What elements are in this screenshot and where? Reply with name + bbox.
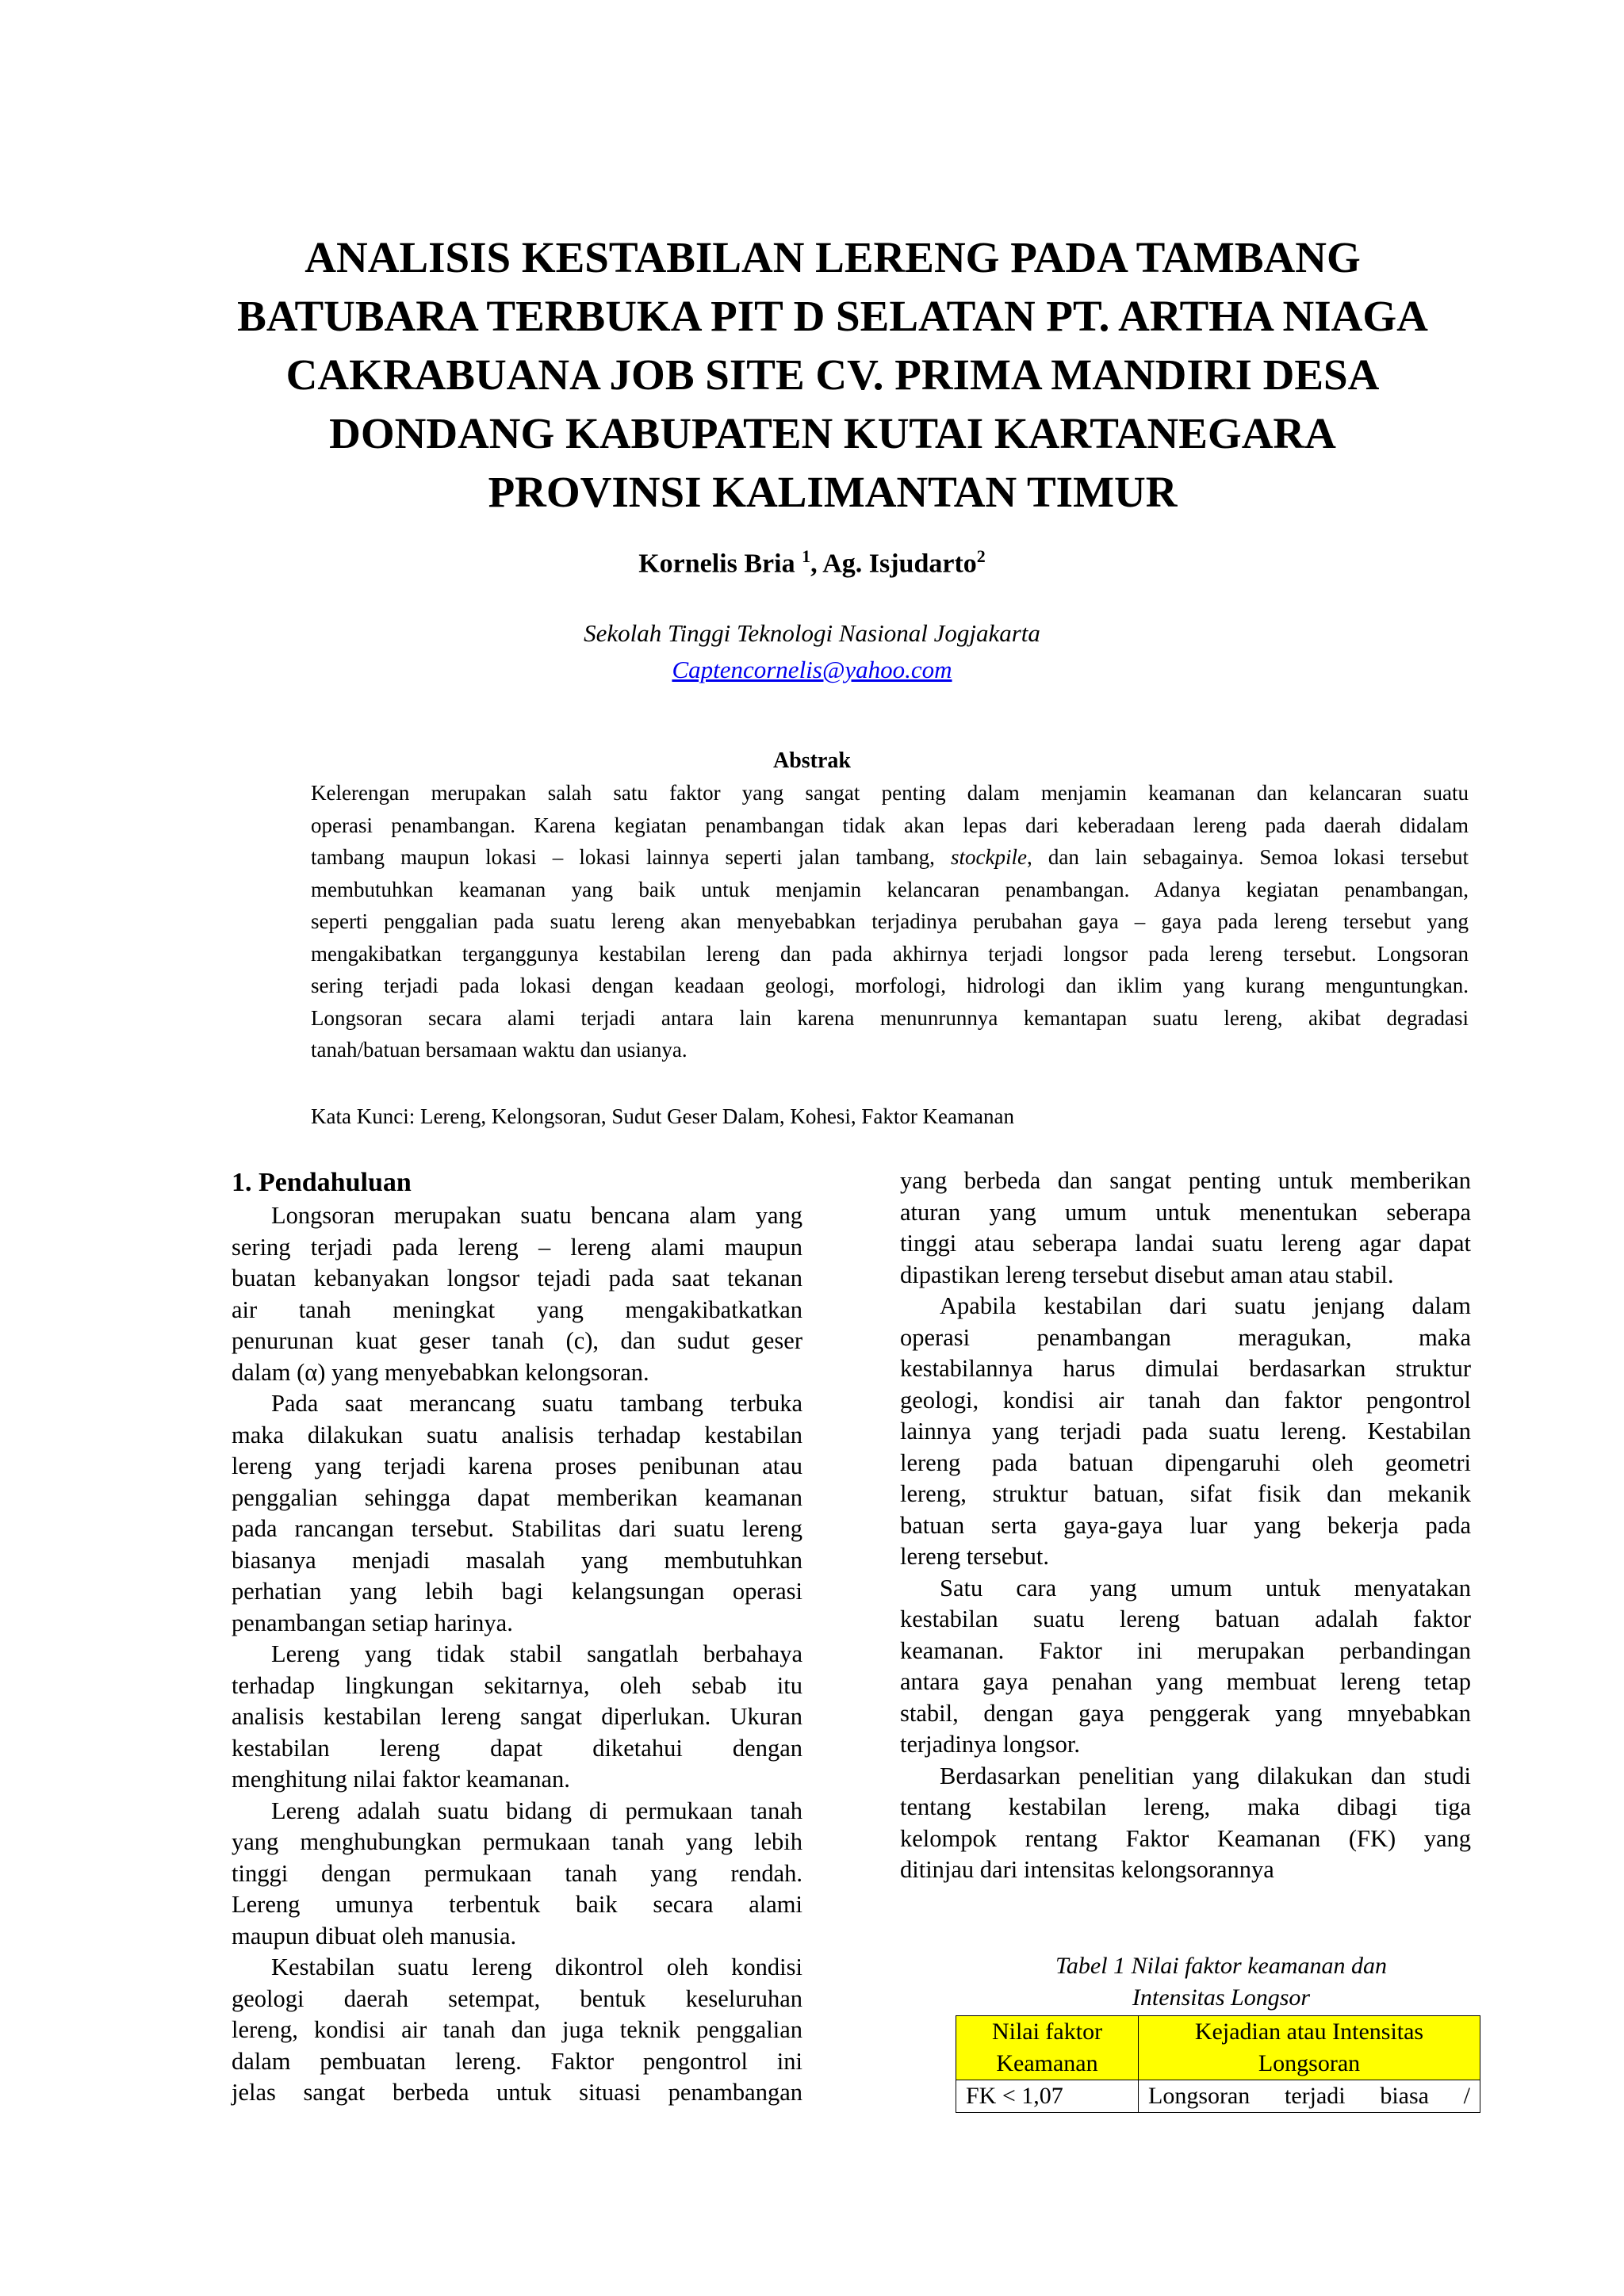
table-caption-line: Intensitas Longsor bbox=[1132, 1984, 1311, 2011]
header-text: Nilai faktor bbox=[991, 2019, 1103, 2045]
title-line: CAKRABUANA JOB SITE CV. PRIMA MANDIRI DESA bbox=[285, 350, 1380, 399]
paper-title bbox=[159, 228, 1507, 522]
author-list bbox=[0, 539, 1624, 581]
safety-factor-table bbox=[956, 2015, 1480, 2113]
body-text-line: batuan serta gaya-gaya luar yang bekerja pada bbox=[900, 1511, 1471, 1539]
body-text-line: sering terjadi pada lereng – lereng alami maupun bbox=[232, 1233, 802, 1261]
right-column-text bbox=[900, 1165, 1471, 1886]
body-text-line: kelompok rentang Faktor Keamanan (FK) yang bbox=[900, 1824, 1471, 1852]
body-text-line: Berdasarkan penelitian yang dilakukan dan studi bbox=[940, 1762, 1471, 1789]
body-text-line: aturan yang umum untuk menentukan seberapa bbox=[900, 1198, 1471, 1226]
body-text-line: kestabilannya harus dimulai berdasarkan struktur bbox=[900, 1355, 1471, 1382]
abstract-line: mengakibatkan terganggunya kestabilan lereng dan pada akhirnya terjadi longsor pada lereng tersebut. Longsoran bbox=[311, 941, 1469, 966]
abstract-line: seperti penggalian pada suatu lereng akan menyebabkan terjadinya perubahan gaya – gaya pada lereng tersebut yang bbox=[311, 909, 1469, 933]
body-text-line: Lereng yang tidak stabil sangatlah berbahaya bbox=[271, 1640, 802, 1667]
table-header-cell bbox=[956, 2016, 1139, 2080]
affiliation-name: Sekolah Tinggi Teknologi Nasional Jogjakarta bbox=[584, 619, 1040, 647]
author-separator: , bbox=[810, 549, 823, 579]
left-column-text bbox=[232, 1200, 802, 2109]
body-text-line: yang menghubungkan permukaan tanah yang lebih bbox=[232, 1828, 802, 1855]
body-text-line: penambangan setiap harinya. bbox=[232, 1609, 513, 1636]
abstract-line: sering terjadi pada lokasi dengan keadaan geologi, morfologi, hidrologi dan iklim yang kurang menguntungkan. bbox=[311, 974, 1469, 997]
header-text: Keamanan bbox=[996, 2050, 1098, 2076]
body-text-line: terjadinya longsor. bbox=[900, 1731, 1081, 1758]
body-text-line: tinggi atau seberapa landai suatu lereng agar dapat bbox=[900, 1230, 1471, 1257]
body-text-line: Pada saat merancang suatu tambang terbuka bbox=[271, 1390, 802, 1417]
body-text-line: terhadap lingkungan sekitarnya, oleh sebab itu bbox=[232, 1671, 802, 1699]
body-text-line: operasi penambangan meragukan, maka bbox=[900, 1323, 1471, 1351]
section-heading: 1. Pendahuluan bbox=[232, 1168, 412, 1197]
title-line: DONDANG KABUPATEN KUTAI KARTANEGARA bbox=[329, 409, 1336, 457]
table-caption-line: Tabel 1 Nilai faktor keamanan dan bbox=[1055, 1953, 1388, 1979]
body-text-line: Lereng adalah suatu bidang di permukaan tanah bbox=[271, 1797, 802, 1824]
body-text-line: ditinjau dari intensitas kelongsorannya bbox=[900, 1856, 1274, 1883]
abstract-line: membutuhkan keamanan yang baik untuk menjamin kelancaran penambangan. Adanya kegiatan penambangan, bbox=[311, 877, 1469, 901]
abstract-line: tambang maupun lokasi – lokasi lainnya seperti jalan tambang, stockpile, dan lain sebagainya. Semoa lokasi tersebut bbox=[311, 845, 1469, 869]
body-text-line: maka dilakukan suatu analisis terhadap kestabilan bbox=[232, 1421, 802, 1448]
abstract-line: operasi penambangan. Karena kegiatan penambangan tidak akan lepas dari keberadaan lereng pada daerah didalam bbox=[311, 813, 1469, 837]
left-column bbox=[232, 1165, 802, 2109]
body-text-line: keamanan. Faktor ini merupakan perbandingan bbox=[900, 1636, 1471, 1664]
body-text-line: dalam pembuatan lereng. Faktor pengontrol ini bbox=[232, 2047, 802, 2075]
body-text-line: lereng pada batuan dipengaruhi oleh geometri bbox=[900, 1448, 1471, 1476]
abstract-body bbox=[311, 777, 1469, 1066]
body-text-line: geologi daerah setempat, bentuk keseluruhan bbox=[232, 1984, 802, 2012]
body-text-line: kestabilan lereng dapat diketahui dengan bbox=[232, 1734, 802, 1762]
body-text-line: lainnya yang terjadi pada suatu lereng. Kestabilan bbox=[900, 1418, 1471, 1445]
table-header-row bbox=[956, 2016, 1480, 2080]
body-text-line: perhatian yang lebih bagi kelangsungan operasi bbox=[232, 1578, 802, 1605]
body-text-line: biasanya menjadi masalah yang membutuhkan bbox=[232, 1546, 802, 1574]
body-text-line: stabil, dengan gaya penggerak yang mnyebabkan bbox=[900, 1699, 1471, 1727]
affiliation-block bbox=[0, 615, 1624, 688]
email-link[interactable]: Captencornelis@yahoo.com bbox=[672, 656, 952, 683]
body-text-line: geologi, kondisi air tanah dan faktor pengontrol bbox=[900, 1386, 1471, 1414]
title-line: BATUBARA TERBUKA PIT D SELATAN PT. ARTHA NIAGA bbox=[237, 292, 1428, 340]
header-text: Kejadian atau Intensitas bbox=[1194, 2019, 1424, 2045]
table-row bbox=[956, 2080, 1480, 2113]
keywords: Kata Kunci: Lereng, Kelongsoran, Sudut Geser Dalam, Kohesi, Faktor Keamanan bbox=[311, 1104, 1014, 1128]
table-cell: FK < 1,07 bbox=[956, 2080, 1139, 2113]
body-text-line: lereng, kondisi air tanah dan juga teknik penggalian bbox=[232, 2016, 802, 2043]
body-text-line: Longsoran merupakan suatu bencana alam yang bbox=[271, 1202, 802, 1229]
table-caption bbox=[944, 1950, 1499, 2014]
body-text-line: jelas sangat berbeda untuk situasi penambangan bbox=[232, 2079, 802, 2106]
body-text-line: lereng tersebut. bbox=[900, 1543, 1050, 1570]
table-header-cell bbox=[1139, 2016, 1480, 2080]
right-column bbox=[900, 1165, 1471, 1886]
body-text-line: Satu cara yang umum untuk menyatakan bbox=[940, 1574, 1471, 1601]
header-text: Longsoran bbox=[1258, 2050, 1361, 2076]
body-text-line: Kestabilan suatu lereng dikontrol oleh kondisi bbox=[271, 1954, 802, 1980]
author-affiliation-mark: 1 bbox=[802, 546, 811, 566]
author-name: Kornelis Bria bbox=[638, 549, 802, 579]
title-line: ANALISIS KESTABILAN LERENG PADA TAMBANG bbox=[304, 233, 1361, 281]
body-text-line: lereng, struktur batuan, sifat fisik dan mekanik bbox=[900, 1480, 1471, 1507]
author-name: Ag. Isjudarto bbox=[822, 549, 977, 579]
abstract-line: Kelerengan merupakan salah satu faktor yang sangat penting dalam menjamin keamanan dan kelancaran suatu bbox=[311, 781, 1469, 805]
body-text-line: penggalian sehingga dapat memberikan keamanan bbox=[232, 1483, 802, 1511]
body-text-line: Lereng umunya terbentuk baik secara alami bbox=[232, 1891, 802, 1918]
abstract-line: tanah/batuan bersamaan waktu dan usianya. bbox=[311, 1038, 688, 1062]
body-text-line: pada rancangan tersebut. Stabilitas dari suatu lereng bbox=[232, 1515, 802, 1542]
title-line: PROVINSI KALIMANTAN TIMUR bbox=[488, 468, 1178, 516]
body-text-line: kestabilan suatu lereng batuan adalah faktor bbox=[900, 1605, 1471, 1632]
body-text-line: dipastikan lereng tersebut disebut aman atau stabil. bbox=[900, 1261, 1394, 1288]
abstract-heading: Abstrak bbox=[772, 748, 851, 773]
body-text-line: dalam (α) yang menyebabkan kelongsoran. bbox=[232, 1358, 649, 1386]
body-text-line: Apabila kestabilan dari suatu jenjang dalam bbox=[940, 1292, 1471, 1319]
body-text-line: menghitung nilai faktor keamanan. bbox=[232, 1766, 570, 1793]
abstract-line: Longsoran secara alami terjadi antara lain karena menunrunnya kemantapan suatu lereng, akibat degradasi bbox=[311, 1005, 1469, 1030]
body-text-line: yang berbeda dan sangat penting untuk memberikan bbox=[900, 1167, 1471, 1194]
body-text-line: tinggi dengan permukaan tanah yang rendah. bbox=[232, 1859, 802, 1887]
body-text-line: buatan kebanyakan longsor tejadi pada saat tekanan bbox=[232, 1265, 802, 1292]
body-text-line: maupun dibuat oleh manusia. bbox=[232, 1922, 517, 1950]
italic-term: stockpile bbox=[951, 845, 1027, 869]
body-text-line: tentang kestabilan lereng, maka dibagi tiga bbox=[900, 1793, 1471, 1820]
author-affiliation-mark: 2 bbox=[976, 546, 986, 566]
body-text-line: antara gaya penahan yang membuat lereng tetap bbox=[900, 1668, 1471, 1695]
body-text-line: penurunan kuat geser tanah (c), dan sudut geser bbox=[232, 1327, 802, 1354]
body-text-line: analisis kestabilan lereng sangat diperlukan. Ukuran bbox=[232, 1703, 802, 1730]
table-cell: Longsoran terjadi biasa / bbox=[1139, 2080, 1480, 2113]
body-text-line: air tanah meningkat yang mengakibatkatkan bbox=[232, 1295, 802, 1323]
body-text-line: lereng yang terjadi karena proses penibunan atau bbox=[232, 1452, 802, 1479]
